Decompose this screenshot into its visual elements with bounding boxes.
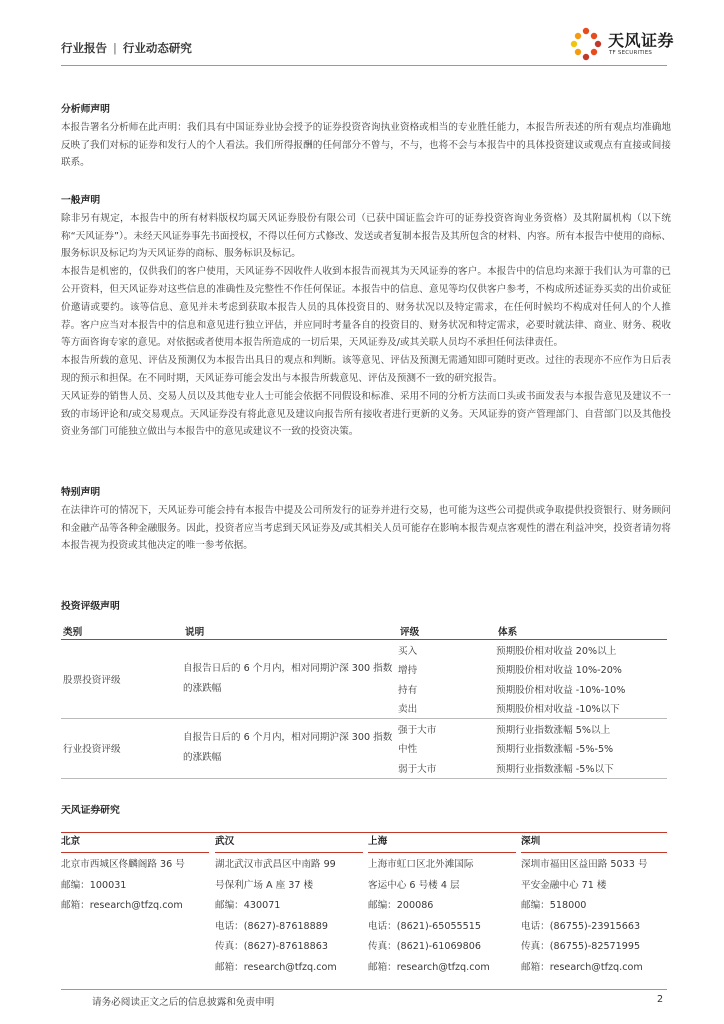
table-row: [61, 719, 667, 739]
rating-category: 股票投资评级: [61, 640, 183, 719]
office-line: 深圳市福田区益田路 5033 号: [521, 859, 648, 870]
office-city: 深圳: [521, 833, 667, 853]
rating-grade: 强于大市: [398, 724, 437, 736]
rating-header-row: [61, 622, 667, 640]
office-line: 客运中心 6 号楼 4 层: [368, 879, 460, 891]
office-line: 号保利广场 A 座 37 楼: [215, 879, 314, 891]
general-statement-paragraph: 除非另有规定，本报告中的所有材料版权均属天风证券股份有限公司（已获中国证监会许可的证券投资咨询业务资格）及其附属机构（以下统称“天风证券”）。未经天风证券事先书面授权，不得以任何方式修改、发送或者复制本报告及其所包含的材料、内容。所有本报告中使用的商标、服务标识及标记均为天风证券的商标、服务标识及标记。: [61, 212, 671, 260]
rating-category: 行业投资评级: [61, 719, 183, 779]
rating-system: 预期股价相对收益 10%-20%: [496, 665, 622, 677]
general-statement-paragraph: 本报告所载的意见、评估及预测仅为本报告出具日的观点和判断。该等意见、评估及预测无需通知即可随时更改。过往的表现亦不应作为日后表现的预示和担保。在不同时期，天风证券可能会发出与本报告所载意见、评估及预测不一致的研究报告。: [61, 355, 671, 384]
logo-name: 天风证券: [608, 31, 675, 50]
rating-title: 投资评级声明: [61, 601, 120, 612]
footer-divider: [61, 989, 667, 990]
rating-description: 自报告日后的 6 个月内，相对同期沪深 300 指数的涨跌幅: [183, 719, 398, 779]
office-line: 电话：(8621)-65055515: [368, 920, 481, 932]
office-line: 传真：(86755)-82571995: [521, 941, 641, 952]
office-city: 上海: [368, 833, 516, 853]
rating-header-cell: 说明: [183, 622, 398, 640]
office-city: 武汉: [215, 833, 363, 853]
rating-system: 预期行业指数涨幅 5%以上: [496, 724, 611, 736]
office-line: 邮编：518000: [521, 900, 587, 911]
special-statement-paragraph: 在法律许可的情况下，天风证券可能会持有本报告中提及公司所发行的证券并进行交易，也可能为这些公司提供或争取提供投资银行、财务顾问和金融产品等各种金融服务。因此，投资者应当考虑到天风证券及/或其相关人员可能存在影响本报告观点客观性的潜在利益冲突，投资者请勿将本报告视为投资或其他决定的唯一参考依据。: [61, 504, 671, 552]
office-line: 邮箱：research@tfzq.com: [61, 900, 183, 911]
rating-grade: 弱于大市: [398, 758, 496, 778]
rating-system: 预期股价相对收益 -10%-10%: [496, 684, 626, 696]
analyst-statement-paragraph: 本报告署名分析师在此声明：我们具有中国证券业协会授予的证券投资咨询执业资格或相当的专业胜任能力，本报告所表述的所有观点均准确地反映了我们对标的证券和发行人的个人看法。我们所得报酬的任何部分不曾与，不与，也将不会与本报告中的具体投资建议或观点有直接或间接联系。: [61, 121, 671, 169]
rating-grade: 持有: [398, 684, 418, 696]
page-number: 2: [657, 994, 664, 1005]
general-statement-title: 一般声明: [61, 195, 101, 206]
rating-system: 预期行业指数涨幅 -5%-5%: [496, 744, 614, 756]
office-line: 湖北武汉市武昌区中南路 99: [215, 859, 336, 870]
general-statement-paragraph: 天风证券的销售人员、交易人员以及其他专业人士可能会依据不同假设和标准、采用不同的分析方法而口头或书面发表与本报告意见及建议不一致的市场评论和/或交易观点。天风证券没有将此意见及建议向报告所有接收者进行更新的义务。天风证券的资产管理部门、自营部门以及其他投资业务部门可能独立做出与本报告中的意见或建议不一致的投资决策。: [61, 390, 671, 438]
rating-header-cell: 评级: [398, 622, 496, 640]
office-line: 上海市虹口区北外滩国际: [368, 859, 474, 870]
rating-grade: 中性: [398, 744, 418, 756]
office-city: 北京: [61, 833, 209, 853]
report-subcategory: 行业动态研究: [122, 41, 192, 55]
report-category: 行业报告: [61, 41, 107, 55]
office-column-shanghai: [368, 833, 516, 978]
office-line: 北京市西城区佟麟阁路 36 号: [61, 859, 185, 870]
header-divider: [61, 65, 667, 66]
general-statement-section: [61, 192, 671, 441]
header-separator: |: [113, 41, 117, 55]
analyst-statement-section: [61, 101, 671, 172]
special-statement-section: [61, 484, 671, 555]
offices-title: 天风证券研究: [61, 805, 120, 816]
rating-description: 自报告日后的 6 个月内，相对同期沪深 300 指数的涨跌幅: [183, 640, 398, 719]
footer-disclaimer: 请务必阅读正文之后的信息披露和免责申明: [92, 997, 275, 1008]
office-column-beijing: [61, 833, 209, 917]
analyst-statement-title: 分析师声明: [61, 104, 110, 115]
rating-header-cell: 类别: [61, 622, 183, 640]
office-line: 平安金融中心 71 楼: [521, 879, 607, 891]
logo-subtitle: TF SECURITIES: [609, 50, 653, 56]
office-line: 邮编：100031: [61, 879, 127, 891]
rating-system: 预期行业指数涨幅 -5%以下: [496, 758, 667, 778]
report-header: [61, 40, 192, 56]
rating-system: 预期股价相对收益 -10%以下: [496, 699, 667, 719]
office-line: 电话：(86755)-23915663: [521, 920, 641, 932]
special-statement-title: 特别声明: [61, 487, 101, 498]
office-line: 邮箱：research@tfzq.com: [215, 961, 337, 973]
office-line: 邮编：200086: [368, 900, 434, 911]
rating-grade: 增持: [398, 665, 418, 677]
office-line: 电话：(8627)-87618889: [215, 920, 328, 932]
rating-table: [61, 622, 667, 779]
office-line: 传真：(8627)-87618863: [215, 941, 328, 952]
office-column-wuhan: [215, 833, 363, 978]
rating-header-cell: 体系: [496, 622, 667, 640]
office-line: 传真：(8621)-61069806: [368, 941, 481, 952]
table-row: [61, 640, 667, 660]
rating-grade: 买入: [398, 645, 418, 657]
office-line: 邮箱：research@tfzq.com: [368, 961, 490, 973]
office-line: 邮编：430071: [215, 900, 281, 911]
offices-table: [61, 832, 667, 973]
office-column-shenzhen: [521, 833, 667, 978]
rating-system: 预期股价相对收益 20%以上: [496, 645, 617, 657]
rating-grade: 卖出: [398, 699, 496, 719]
office-line: 邮箱：research@tfzq.com: [521, 961, 643, 973]
general-statement-paragraph: 本报告是机密的，仅供我们的客户使用，天风证券不因收件人收到本报告而视其为天风证券的客户。本报告中的信息均来源于我们认为可靠的已公开资料，但天风证券对这些信息的准确性及完整性不作任何保证。本报告中的信息、意见等均仅供客户参考，不构成所述证券买卖的出价或征价邀请或要约。该等信息、意见并未考虑到获取本报告人员的具体投资目的、财务状况以及特定需求，在任何时候均不构成对任何人的个人推荐。客户应当对本报告中的信息和意见进行独立评估，并应同时考量各自的投资目的、财务状况和特定需求，必要时就法律、商业、财务、税收等方面咨询专家的意见。对依据或者使用本报告所造成的一切后果，天风证券及/或其关联人员均不承担任何法律责任。: [61, 266, 671, 349]
